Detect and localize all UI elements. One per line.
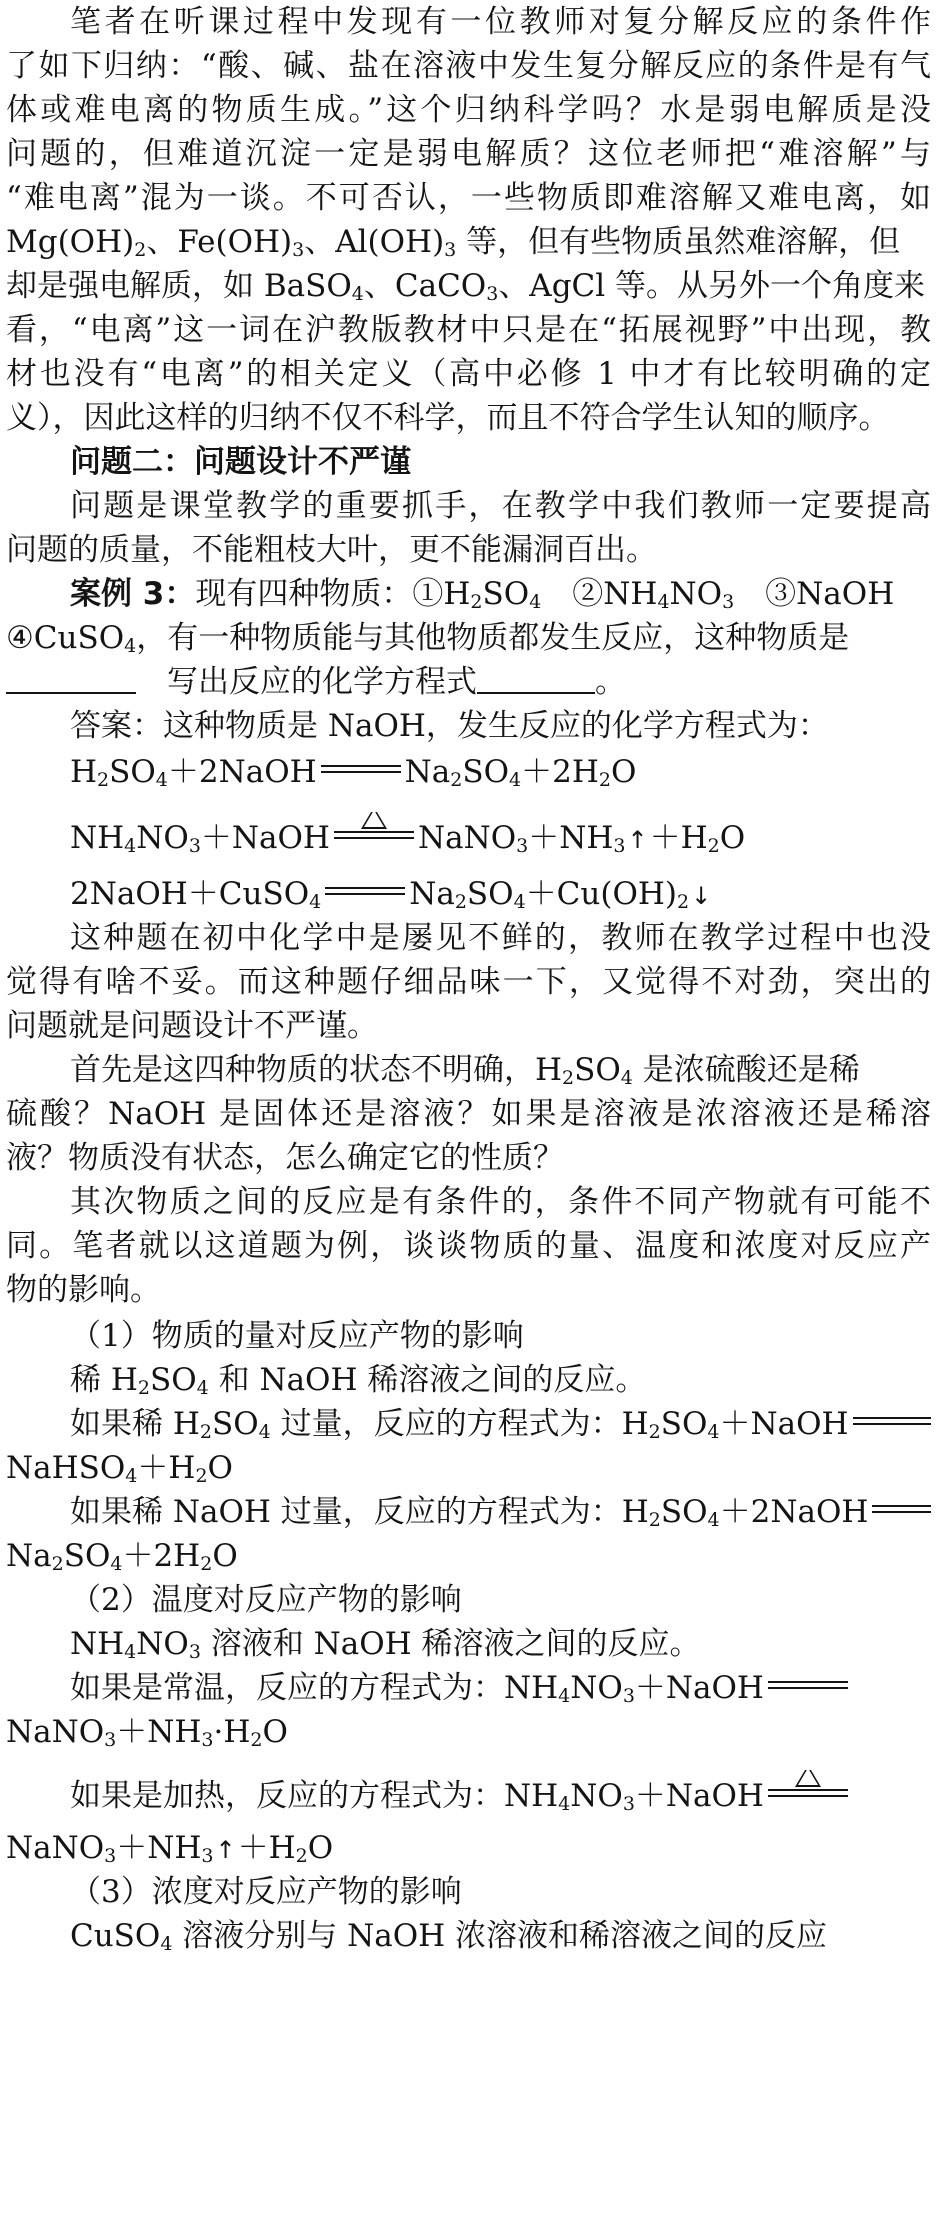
text: H xyxy=(70,754,98,790)
text-line xyxy=(70,918,931,964)
text: ③NaOH xyxy=(734,576,895,612)
text: NaNO xyxy=(6,1714,105,1750)
text: 如果是常温，反应的方程式为：NH xyxy=(70,1670,559,1706)
text: SO xyxy=(109,754,156,790)
heat-triangle-icon xyxy=(361,812,387,829)
text: CuSO xyxy=(70,1918,161,1954)
subscript: 4 xyxy=(558,1685,571,1707)
text-line xyxy=(6,1270,931,1316)
subscript: 4 xyxy=(124,835,137,857)
text: O xyxy=(207,1450,233,1486)
formula-line xyxy=(70,1668,931,1714)
text: 问题的，但难道沉淀一定是弱电解质？这位老师把“难溶解”与 xyxy=(6,136,931,172)
heat-triangle-icon xyxy=(795,1770,821,1787)
subscript: 4 xyxy=(513,891,526,913)
text: SO xyxy=(211,1406,259,1442)
formula-line xyxy=(6,1448,931,1494)
subscript: 3 xyxy=(104,1729,117,1751)
subscript: 2 xyxy=(598,769,611,791)
equation-2 xyxy=(70,812,931,864)
subscript: 3 xyxy=(622,1793,635,1815)
subscript: 4 xyxy=(351,283,364,305)
text: ②NH xyxy=(541,576,658,612)
text-line xyxy=(70,2,931,48)
text: ＋H xyxy=(237,1830,296,1866)
subscript: 2 xyxy=(200,1553,213,1575)
text-line xyxy=(6,962,931,1008)
text: O xyxy=(307,1830,334,1866)
text: SO xyxy=(149,1362,197,1398)
formula-line xyxy=(6,266,931,312)
text: ＋NH xyxy=(528,820,614,856)
reaction-equals-sign xyxy=(325,887,405,895)
subscript: 4 xyxy=(529,591,542,613)
subscript: 4 xyxy=(124,635,137,657)
subscript: 2 xyxy=(134,239,147,261)
formula-line xyxy=(70,1404,931,1450)
text: 、Fe(OH) xyxy=(146,224,293,260)
subscript: 2 xyxy=(454,891,467,913)
text: SO xyxy=(660,1406,708,1442)
formula-line xyxy=(6,1536,931,1582)
text: NaHSO xyxy=(6,1450,126,1486)
text: 问题是课堂教学的重要抓手，在教学中我们教师一定要提高 xyxy=(70,488,931,524)
formula-line xyxy=(70,1624,931,1670)
formula-line xyxy=(70,1360,931,1406)
subscript: 2 xyxy=(51,1553,64,1575)
text: 问题的质量，不能粗枝大叶，更不能漏洞百出。 xyxy=(6,532,657,568)
text-line xyxy=(6,1006,931,1052)
heating-equals-sign xyxy=(768,1787,848,1797)
gas-up-arrow-icon: ↑ xyxy=(215,1836,236,1864)
subscript: 3 xyxy=(201,1729,214,1751)
subscript: 4 xyxy=(558,1793,571,1815)
formula-line xyxy=(70,1492,931,1538)
subscript: 2 xyxy=(137,1377,150,1399)
text-line xyxy=(70,706,931,752)
text: O xyxy=(719,820,746,856)
answer-blank xyxy=(477,662,595,694)
text-line xyxy=(6,90,931,136)
formula-line xyxy=(70,1916,931,1962)
gas-up-arrow-icon: ↑ xyxy=(627,826,648,854)
text: 答案：这种物质是 NaOH，发生反应的化学方程式为： xyxy=(70,708,829,744)
subscript: 3 xyxy=(292,239,305,261)
subscript: 2 xyxy=(677,891,690,913)
text: O xyxy=(610,754,637,790)
text: ＋NH xyxy=(116,1830,202,1866)
text: ＋2NaOH xyxy=(167,754,317,790)
text-line xyxy=(6,46,931,92)
text: 溶液和 NaOH 稀溶液之间的反应。 xyxy=(200,1626,701,1662)
text: ＋NH xyxy=(116,1714,202,1750)
text: 和 NaOH 稀溶液之间的反应。 xyxy=(208,1362,647,1398)
text: ＋NaOH xyxy=(634,1670,764,1706)
text: 写出反应的化学方程式 xyxy=(167,664,477,700)
subscript: 3 xyxy=(486,283,499,305)
subscript: 3 xyxy=(613,835,626,857)
text: NH xyxy=(70,820,125,856)
subscript: 2 xyxy=(470,591,483,613)
text: ＋2H xyxy=(122,1538,201,1574)
text: ＋2NaOH xyxy=(719,1494,869,1530)
text: 看，“电离”这一词在沪教版教材中只是在“拓展视野”中出现，教 xyxy=(6,312,931,348)
subscript: 2 xyxy=(562,1067,575,1089)
text: 问题就是问题设计不严谨。 xyxy=(6,1008,378,1044)
text: 稀 H xyxy=(70,1362,138,1398)
text: ＋2H xyxy=(521,754,599,790)
text: NaNO xyxy=(417,820,517,856)
subscript: 4 xyxy=(509,769,522,791)
text-line xyxy=(6,1094,931,1140)
subscript: 3 xyxy=(188,835,201,857)
section-heading: 问题二：问题设计不严谨 xyxy=(70,444,411,480)
subscript: 2 xyxy=(97,769,110,791)
formula-line xyxy=(6,222,931,268)
subscript: 4 xyxy=(124,1641,137,1663)
text: 、Al(OH) xyxy=(304,224,445,260)
text: Na xyxy=(6,1538,52,1574)
subsection-title: （1）物质的量对反应产物的影响 xyxy=(70,1318,524,1354)
subscript: 2 xyxy=(648,1509,661,1531)
subscript: 3 xyxy=(201,1845,214,1867)
text: ④CuSO xyxy=(6,620,125,656)
subsection-title: （2）温度对反应产物的影响 xyxy=(70,1582,462,1618)
subscript: 4 xyxy=(160,1933,173,1955)
case-label: 案例 3： xyxy=(70,576,196,612)
text: ＋Cu(OH) xyxy=(525,876,677,912)
text: NO xyxy=(136,820,189,856)
subscript: 3 xyxy=(188,1641,201,1663)
text: O xyxy=(262,1714,288,1750)
text: 是浓硫酸还是稀 xyxy=(632,1052,860,1088)
subscript: 2 xyxy=(199,1421,212,1443)
text-line xyxy=(6,398,931,444)
text: SO xyxy=(462,754,510,790)
text: ＋H xyxy=(137,1450,196,1486)
subscript: 4 xyxy=(110,1553,123,1575)
heating-equals-sign xyxy=(334,829,414,839)
equation-1 xyxy=(70,752,931,798)
text: 却是强电解质，如 BaSO xyxy=(6,268,352,304)
text-line xyxy=(6,134,931,180)
subscript: 4 xyxy=(125,1465,138,1487)
text: NO xyxy=(136,1626,189,1662)
text: 首先是这四种物质的状态不明确，H xyxy=(70,1052,563,1088)
subscript: 4 xyxy=(196,1377,209,1399)
reaction-equals-sign xyxy=(768,1681,848,1689)
text: 溶液分别与 NaOH 浓溶液和稀溶液之间的反应 xyxy=(172,1918,828,1954)
text: ＋H xyxy=(649,820,708,856)
text: 过量，反应的方程式为：H xyxy=(270,1406,649,1442)
subscript: 2 xyxy=(648,1421,661,1443)
text: 如果是加热，反应的方程式为：NH xyxy=(70,1778,559,1814)
text: 现有四种物质：①H xyxy=(195,576,471,612)
text: SO xyxy=(482,576,530,612)
text: SO xyxy=(466,876,514,912)
case-line xyxy=(6,662,931,708)
text: 。 xyxy=(595,664,626,700)
text: “难电离”混为一谈。不可否认，一些物质即难溶解又难电离，如 xyxy=(6,180,931,216)
text-line xyxy=(6,1138,931,1184)
reaction-equals-sign xyxy=(853,1417,931,1425)
text: 义），因此这样的归纳不仅不科学，而且不符合学生认知的顺序。 xyxy=(6,400,890,436)
formula-line xyxy=(6,1712,931,1758)
subscript: 3 xyxy=(622,1685,635,1707)
subscript: 2 xyxy=(450,769,463,791)
text: Na xyxy=(409,876,455,912)
text: O xyxy=(212,1538,238,1574)
subscript: 4 xyxy=(258,1421,271,1443)
text: 觉得有啥不妥。而这种题仔细品味一下，又觉得不对劲，突出的 xyxy=(6,964,931,1000)
answer-blank xyxy=(6,662,136,694)
text: SO xyxy=(574,1052,621,1088)
subscript: 2 xyxy=(707,835,720,857)
text: ，有一种物质能与其他物质都发生反应，这种物质是 xyxy=(136,620,850,656)
text: 如果稀 NaOH 过量，反应的方程式为：H xyxy=(70,1494,649,1530)
text: 物的影响。 xyxy=(6,1272,161,1308)
formula-line xyxy=(70,1770,931,1822)
text: 材也没有“电离”的相关定义（高中必修 1 中才有比较明确的定 xyxy=(6,356,931,392)
reaction-equals-sign xyxy=(872,1505,931,1513)
text-line xyxy=(6,354,931,400)
text: NH xyxy=(70,1626,125,1662)
subscript: 4 xyxy=(657,591,670,613)
text: Mg(OH) xyxy=(6,224,135,260)
text: 硫酸？NaOH 是固体还是溶液？如果是溶液是浓溶液还是稀溶 xyxy=(6,1096,931,1132)
text: Na xyxy=(404,754,451,790)
subscript: 2 xyxy=(250,1729,263,1751)
subscript: 4 xyxy=(155,769,168,791)
subscript: 4 xyxy=(620,1067,633,1089)
text-line xyxy=(6,1226,931,1272)
text: ＋NaOH xyxy=(200,820,330,856)
text: 体或难电离的物质生成。”这个归纳科学吗？水是弱电解质是没 xyxy=(6,92,931,128)
subscript: 4 xyxy=(707,1509,720,1531)
text: 同。笔者就以这道题为例，谈谈物质的量、温度和浓度对反应产 xyxy=(6,1228,931,1264)
subscript: 3 xyxy=(444,239,457,261)
text: ＋NaOH xyxy=(634,1778,764,1814)
formula-line xyxy=(70,1050,931,1096)
subscript: 3 xyxy=(722,591,735,613)
text: NO xyxy=(570,1670,623,1706)
subsection-title: （3）浓度对反应产物的影响 xyxy=(70,1874,462,1910)
text: SO xyxy=(660,1494,708,1530)
text: NO xyxy=(669,576,723,612)
subscript: 3 xyxy=(104,1845,117,1867)
text: 笔者在听课过程中发现有一位教师对复分解反应的条件作 xyxy=(70,4,931,40)
text: ·H xyxy=(213,1714,251,1750)
text-line xyxy=(6,310,931,356)
text-line xyxy=(70,486,931,532)
subscript: 4 xyxy=(707,1421,720,1443)
text: 2NaOH＋CuSO xyxy=(70,876,310,912)
subscript: 3 xyxy=(516,835,529,857)
text-line xyxy=(6,178,931,224)
case-line xyxy=(70,574,931,620)
precipitate-down-arrow-icon: ↓ xyxy=(691,882,712,910)
subscript: 4 xyxy=(309,891,322,913)
text: NaNO xyxy=(6,1830,105,1866)
text: ＋NaOH xyxy=(719,1406,849,1442)
subscript: 2 xyxy=(295,1845,308,1867)
text: 、CaCO xyxy=(363,268,487,304)
subscript: 2 xyxy=(195,1465,208,1487)
text: 等，但有些物质虽然难溶解，但 xyxy=(456,224,901,260)
text: 其次物质之间的反应是有条件的，条件不同产物就有可能不 xyxy=(70,1184,931,1220)
text: 这种题在初中化学中是屡见不鲜的，教师在教学过程中也没 xyxy=(70,920,931,956)
text: NO xyxy=(570,1778,623,1814)
text: 如果稀 H xyxy=(70,1406,200,1442)
text-line xyxy=(6,530,931,576)
text: 液？物质没有状态，怎么确定它的性质？ xyxy=(6,1140,564,1176)
text: 了如下归纳：“酸、碱、盐在溶液中发生复分解反应的条件是有气 xyxy=(6,48,931,84)
text: SO xyxy=(63,1538,111,1574)
reaction-equals-sign xyxy=(321,765,401,773)
case-line xyxy=(6,618,931,664)
text: 、AgCl 等。从另外一个角度来 xyxy=(498,268,926,304)
equation-3 xyxy=(70,874,931,920)
text-line xyxy=(70,1182,931,1228)
formula-line xyxy=(6,1828,931,1874)
